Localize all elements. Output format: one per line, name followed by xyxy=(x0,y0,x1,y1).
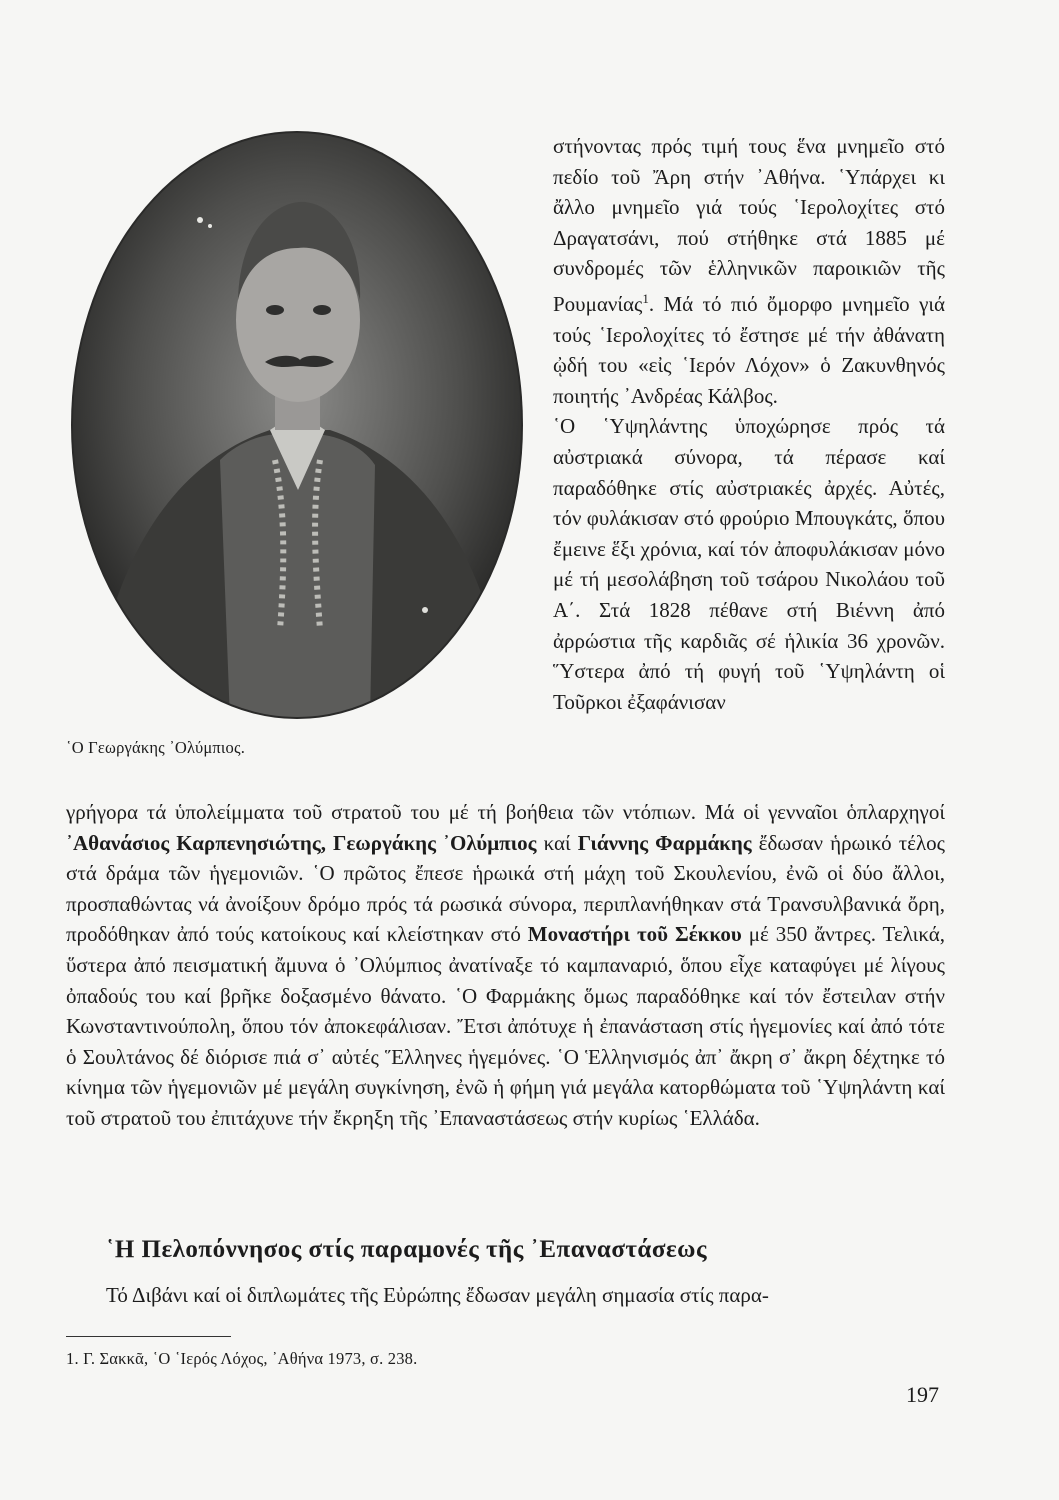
footnote: 1. Γ. Σακκᾶ, ῾Ο ῾Ιερός Λόχος, ᾿Αθήνα 1973, σ. 238. xyxy=(66,1349,418,1368)
bold-names-2: Γιάννης Φαρμάκης xyxy=(577,830,752,855)
footnote-divider xyxy=(66,1336,231,1337)
section-heading: ῾Η Πελοπόννησος στίς παραμονές τῆς ᾿Επαναστάσεως xyxy=(106,1236,707,1263)
column-paragraph-1: στήνοντας πρός τιμή τους ἕνα μνημεῖο στό πεδίο τοῦ Ἄρη στήν ᾿Αθήνα. ῾Υπάρχει κι ἄλλο μνημεῖο γιά τούς ῾Ιερολοχίτες στό Δραγατσάνι, πού στήθηκε στά 1885 μέ συνδρομές τῶν ἑλληνικῶν παροικιῶν τῆς Ρουμανίας$^1$. Μά τό πιό ὄμορφο μνημεῖο γιά τούς ῾Ιερολοχίτες τό ἔστησε μέ τήν ἀθάνατη ᾠδή του «εἰς ῾Ιερόν Λόχον» ὁ Ζακυνθηνός ποιητής ᾿Ανδρέας Κάλβος. xyxy=(553,134,945,408)
footnote-ref: 1 xyxy=(642,290,649,306)
portrait-photo xyxy=(70,130,525,720)
figure-caption: ῾Ο Γεωργάκης ᾿Ολύμπιος. xyxy=(66,738,246,757)
bold-names-1: ᾿Αθανάσιος Καρπενησιώτης, Γεωργάκης ᾿Ολύμπιος xyxy=(66,830,537,855)
bold-monastery: Μοναστήρι τοῦ Σέκκου xyxy=(527,922,742,947)
portrait-image xyxy=(70,130,525,720)
right-column-text xyxy=(553,131,945,717)
section-intro: Τό Διβάνι καί οἱ διπλωμάτες τῆς Εὐρώπης ἔδωσαν μεγάλη σημασία στίς παρα- xyxy=(106,1283,769,1307)
column-paragraph-2: ῾Ο ῾Υψηλάντης ὑποχώρησε πρός τά αὐστριακά σύνορα, τά πέρασε καί παραδόθηκε στίς αὐστριακές ἀρχές. Αὐτές, τόν φυλάκισαν στό φρούριο Μπουγκάτς, ὅπου ἔμεινε ἕξι χρόνια, καί τόν ἀποφυλάκισαν μόνο μέ τή μεσολάβηση τοῦ τσάρου Νικολάου τοῦ Α΄. Στά 1828 πέθανε στή Βιέννη ἀπό ἀρρώστια τῆς καρδιᾶς σέ ἡλικία 36 χρονῶν. Ὕστερα ἀπό τή φυγή τοῦ ῾Υψηλάντη οἱ Τοῦρκοι ἐξαφάνισαν xyxy=(553,414,945,714)
page-number: 197 xyxy=(906,1382,939,1407)
main-paragraph: γρήγορα τά ὑπολείμματα τοῦ στρατοῦ του μέ τή βοήθεια τῶν ντόπιων. Μά οἱ γενναῖοι ὁπλαρχηγοί ᾿Αθανάσιος Καρπενησιώτης, Γεωργάκης ᾿Ολύμπιος καί Γιάννης Φαρμάκης ἔδωσαν ἡρωικό τέλος στά δράμα τῶν ἡγεμονιῶν. ῾Ο πρῶτος ἔπεσε ἡρωικά στή μάχη τοῦ Σκουλενίου, ἐνῶ οἱ δύο ἄλλοι, προσπαθώντας νά ἀνοίξουν δρόμο πρός τά ρωσικά σύνορα, περιπλανήθηκαν στά Τρανσυλβανικά ὄρη, προδόθηκαν ἀπό τούς κατοίκους καί κλείστηκαν στό Μοναστήρι τοῦ Σέκκου μέ 350 ἄντρες. Τελικά, ὕστερα ἀπό πεισματική ἄμυνα ὁ ᾿Ολύμπιος ἀνατίναξε τό καμπαναριό, ὅπου εἶχε καταφύγει μέ λίγους ὀπαδούς του καί βρῆκε δοξασμένο θάνατο. ῾Ο Φαρμάκης ὅμως παραδόθηκε καί τόν ἔστειλαν στήν Κωνσταντινούπολη, ὅπου τόν ἀποκεφάλισαν. Ἔτσι ἀπότυχε ἡ ἐπανάσταση στίς ἡγεμονίες καί ἀπό τότε ὁ Σουλτάνος δέ διόρισε πιά σ᾿ αὐτές Ἕλληνες ἡγεμόνες. ῾Ο Ἑλληνισμός ἀπ᾿ ἄκρη σ᾿ ἄκρη δέχτηκε τό κίνημα τῶν ἡγεμονιῶν μέ μεγάλη συγκίνηση, ἐνῶ ἡ φήμη γιά μεγάλα κατορθώματα τοῦ ῾Υψηλάντη καί τοῦ στρατοῦ του ἐπιτάχυνε τήν ἔκρηξη τῆς ᾿Επαναστάσεως στήν κυρίως ῾Ελλάδα. xyxy=(66,800,945,1130)
